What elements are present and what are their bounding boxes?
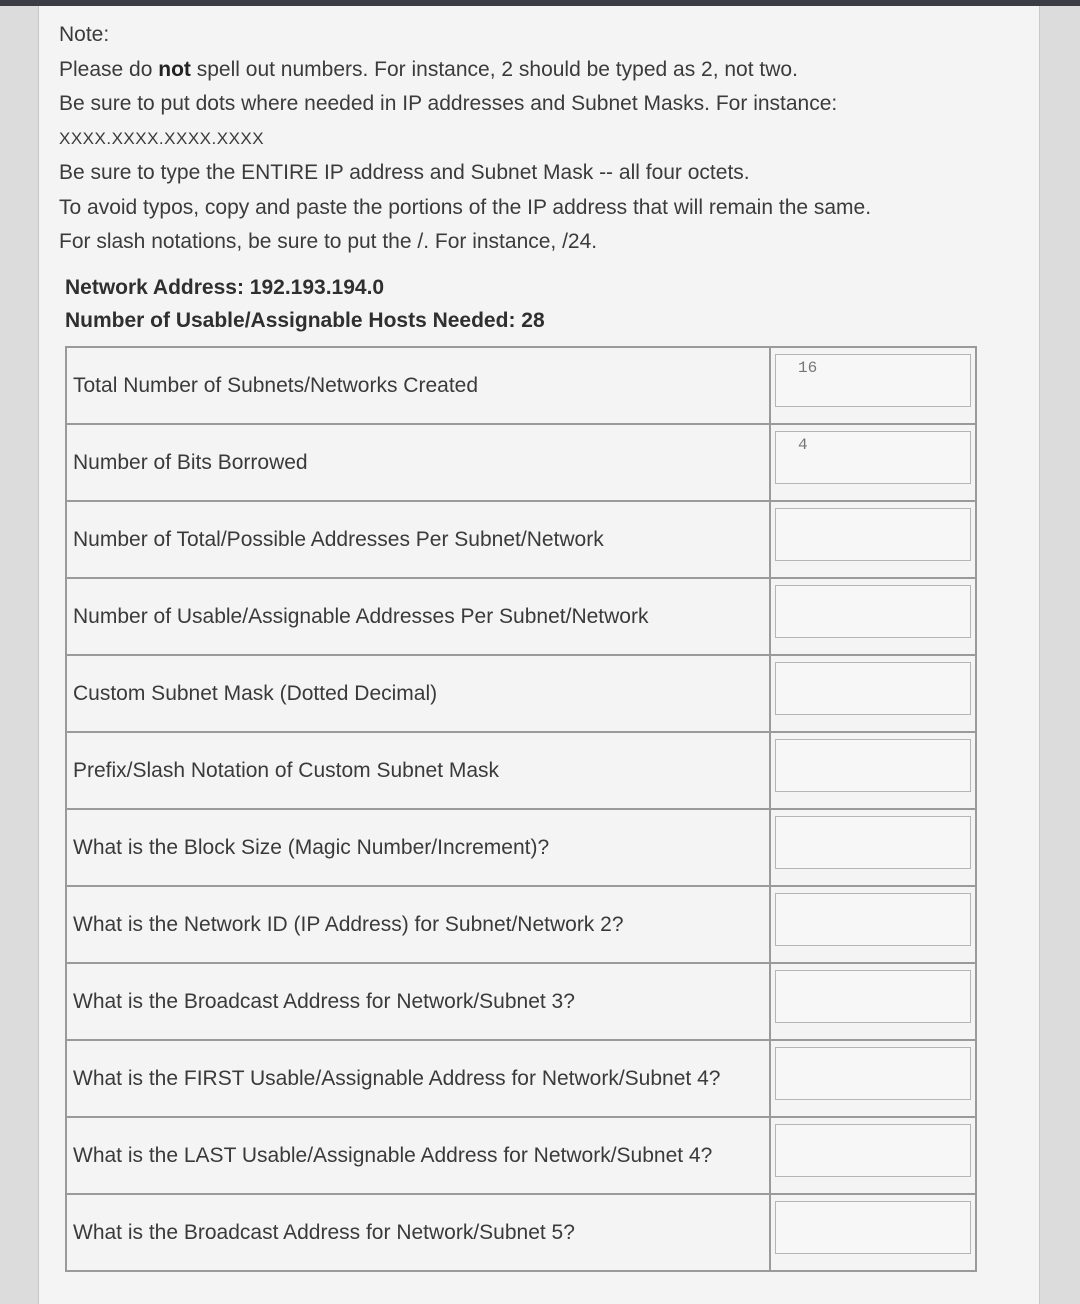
note-line-dots: Be sure to put dots where needed in IP addresses and Subnet Masks. For instance: — [59, 92, 838, 115]
answer-input[interactable] — [775, 816, 971, 869]
answer-input[interactable] — [775, 739, 971, 792]
answer-input[interactable] — [775, 585, 971, 638]
question-row — [66, 886, 976, 963]
network-address-line — [65, 271, 545, 304]
answer-cell — [770, 578, 976, 655]
question-row — [66, 732, 976, 809]
question-label: Total Number of Subnets/Networks Created — [66, 347, 770, 424]
hosts-needed-value: 28 — [521, 309, 545, 332]
question-row — [66, 1040, 976, 1117]
question-row — [66, 1117, 976, 1194]
question-row — [66, 347, 976, 424]
answer-input[interactable] — [775, 1047, 971, 1100]
note-line-numbers: Please do not spell out numbers. For instance, 2 should be typed as 2, not two. — [59, 57, 798, 81]
answer-cell — [770, 809, 976, 886]
instructions-note — [59, 18, 999, 260]
answer-cell — [770, 1194, 976, 1271]
note-not-emphasis: not — [158, 57, 191, 81]
question-label: What is the Block Size (Magic Number/Increment)? — [66, 809, 770, 886]
answer-input[interactable] — [775, 893, 971, 946]
note-heading: Note: — [59, 23, 110, 46]
hosts-needed-line — [65, 304, 545, 337]
note-line-entire-ip: Be sure to type the ENTIRE IP address and Subnet Mask -- all four octets. — [59, 161, 750, 184]
answer-cell — [770, 963, 976, 1040]
answer-cell — [770, 1117, 976, 1194]
question-label: What is the FIRST Usable/Assignable Address for Network/Subnet 4? — [66, 1040, 770, 1117]
subnetting-questions-table — [65, 346, 977, 1272]
question-row — [66, 1194, 976, 1271]
answer-input[interactable]: 4 — [775, 431, 971, 484]
answer-cell — [770, 501, 976, 578]
question-label: What is the Broadcast Address for Network/Subnet 5? — [66, 1194, 770, 1271]
answer-cell — [770, 424, 976, 501]
network-address-label: Network Address: — [65, 276, 244, 299]
question-row — [66, 655, 976, 732]
question-row — [66, 424, 976, 501]
question-row — [66, 963, 976, 1040]
worksheet-page — [38, 6, 1040, 1304]
network-address-value: 192.193.194.0 — [249, 276, 385, 299]
answer-cell — [770, 347, 976, 424]
question-label: Number of Usable/Assignable Addresses Per Subnet/Network — [66, 578, 770, 655]
question-label: What is the Broadcast Address for Network/Subnet 3? — [66, 963, 770, 1040]
answer-input[interactable] — [775, 970, 971, 1023]
note-line-copy-paste: To avoid typos, copy and paste the portions of the IP address that will remain the same. — [59, 195, 872, 219]
question-row — [66, 501, 976, 578]
question-label: Number of Total/Possible Addresses Per Subnet/Network — [66, 501, 770, 578]
answer-cell — [770, 886, 976, 963]
question-label: What is the Network ID (IP Address) for Subnet/Network 2? — [66, 886, 770, 963]
question-label: Custom Subnet Mask (Dotted Decimal) — [66, 655, 770, 732]
note-ip-pattern: XXXX.XXXX.XXXX.XXXX — [59, 128, 265, 148]
question-label: What is the LAST Usable/Assignable Address for Network/Subnet 4? — [66, 1117, 770, 1194]
question-row — [66, 578, 976, 655]
answer-cell — [770, 732, 976, 809]
note-line-slash: For slash notations, be sure to put the /. For instance, /24. — [59, 230, 598, 253]
answer-input[interactable] — [775, 662, 971, 715]
answer-input[interactable] — [775, 1201, 971, 1254]
question-row — [66, 809, 976, 886]
question-label: Prefix/Slash Notation of Custom Subnet Mask — [66, 732, 770, 809]
question-label: Number of Bits Borrowed — [66, 424, 770, 501]
answer-input[interactable]: 16 — [775, 354, 971, 407]
answer-cell — [770, 655, 976, 732]
hosts-needed-label: Number of Usable/Assignable Hosts Needed: — [65, 309, 516, 332]
network-info — [65, 271, 545, 337]
answer-input[interactable] — [775, 508, 971, 561]
answer-input[interactable] — [775, 1124, 971, 1177]
answer-cell — [770, 1040, 976, 1117]
